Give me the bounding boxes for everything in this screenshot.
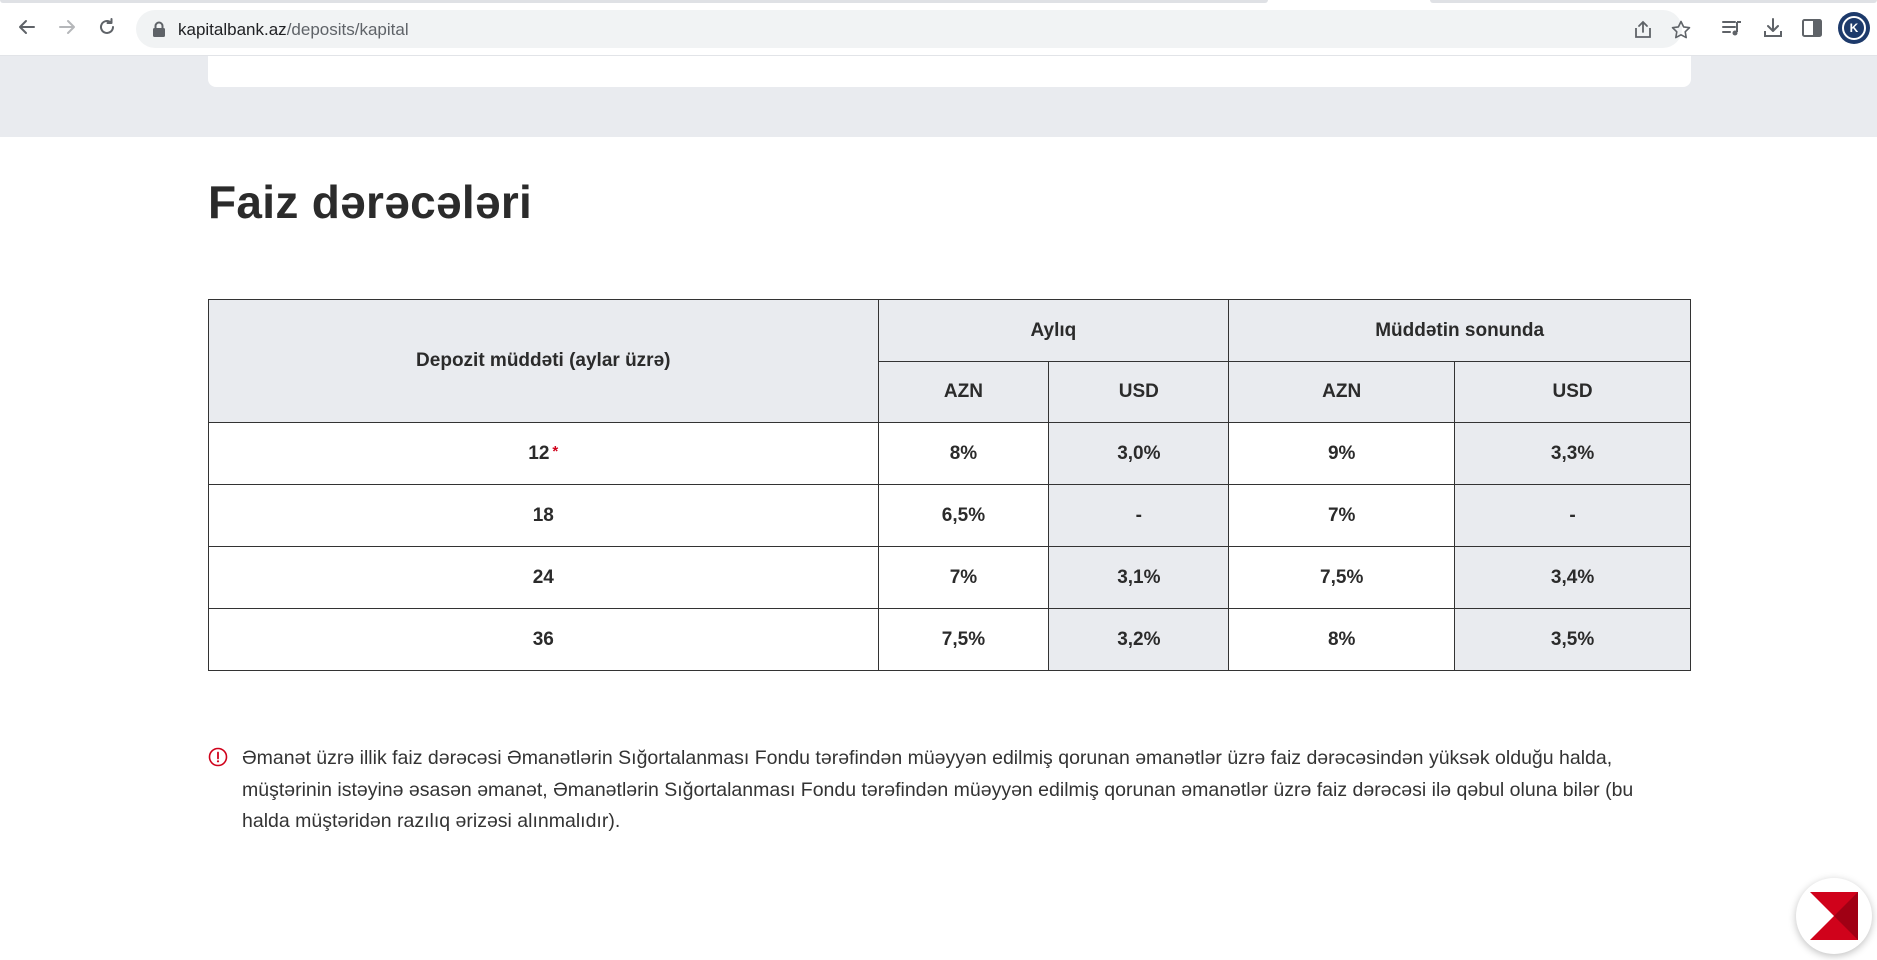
back-icon bbox=[17, 17, 37, 37]
end-usd-cell: 3,4% bbox=[1455, 547, 1691, 609]
end-usd-cell: 3,5% bbox=[1455, 609, 1691, 671]
term-value: 12 bbox=[528, 442, 550, 464]
end-of-term-group-header: Müddətin sonunda bbox=[1229, 300, 1691, 362]
reload-icon bbox=[97, 17, 117, 37]
monthly-group-header: Aylıq bbox=[878, 300, 1229, 362]
info-icon bbox=[208, 747, 228, 767]
monthly-azn-cell: 6,5% bbox=[878, 485, 1049, 547]
term-column-header: Depozit müddəti (aylar üzrə) bbox=[209, 300, 879, 423]
term-cell: 18 bbox=[209, 485, 879, 547]
monthly-azn-cell: 7,5% bbox=[878, 609, 1049, 671]
monthly-usd-cell: - bbox=[1049, 485, 1229, 547]
note-text: Əmanət üzrə illik faiz dərəcəsi Əmanətlərin Sığortalanması Fondu tərəfindən müəyyən edilmiş qorunan əmanətlər üzrə faiz dərəcəsindən yüksək olduğu halda, müştərinin istəyinə əsasən əmanət, Əmanətlərin Sığortalanması Fondu tərəfindən müəyyən edilmiş qorunan əmanətlər üzrə faiz dərəcəsi ilə qəbul oluna bilər (bu halda müştəridən razılıq ərizəsi alınmalıdır). bbox=[242, 747, 1634, 832]
previous-section-card bbox=[208, 56, 1691, 87]
term-cell: 36 bbox=[209, 609, 879, 671]
url-domain: kapitalbank.az bbox=[178, 20, 287, 39]
kapitalbank-chat-button[interactable] bbox=[1796, 878, 1872, 954]
table-row bbox=[209, 485, 1691, 547]
reload-button[interactable] bbox=[93, 13, 121, 41]
media-icon[interactable] bbox=[1720, 16, 1744, 40]
tab-strip-active-segment bbox=[0, 0, 1268, 3]
back-button[interactable] bbox=[13, 13, 41, 41]
kapitalbank-logo-icon bbox=[1808, 890, 1860, 942]
term-cell: 24 bbox=[209, 547, 879, 609]
tab-strip bbox=[0, 0, 1877, 3]
interest-rates-table bbox=[208, 299, 1691, 671]
term-cell bbox=[209, 423, 879, 485]
url-path: /deposits/kapital bbox=[286, 20, 409, 39]
monthly-usd-header: USD bbox=[1049, 362, 1229, 423]
table-row bbox=[209, 423, 1691, 485]
star-icon[interactable] bbox=[1670, 19, 1692, 41]
forward-button[interactable] bbox=[53, 13, 81, 41]
table-row bbox=[209, 547, 1691, 609]
end-azn-header: AZN bbox=[1229, 362, 1455, 423]
address-url[interactable] bbox=[178, 20, 409, 40]
monthly-azn-cell: 7% bbox=[878, 547, 1049, 609]
end-usd-header: USD bbox=[1455, 362, 1691, 423]
tab-strip-inactive-segment bbox=[1430, 0, 1877, 3]
end-azn-cell: 7% bbox=[1229, 485, 1455, 547]
profile-button[interactable] bbox=[1838, 12, 1870, 44]
monthly-usd-cell: 3,1% bbox=[1049, 547, 1229, 609]
end-azn-cell: 7,5% bbox=[1229, 547, 1455, 609]
monthly-usd-cell: 3,2% bbox=[1049, 609, 1229, 671]
monthly-usd-cell: 3,0% bbox=[1049, 423, 1229, 485]
end-usd-cell: - bbox=[1455, 485, 1691, 547]
browser-toolbar bbox=[0, 0, 1877, 56]
share-icon[interactable] bbox=[1632, 19, 1654, 41]
page-title: Faiz dərəcələri bbox=[208, 176, 533, 228]
end-azn-cell: 8% bbox=[1229, 609, 1455, 671]
download-icon[interactable] bbox=[1761, 16, 1785, 40]
end-usd-cell: 3,3% bbox=[1455, 423, 1691, 485]
end-azn-cell: 9% bbox=[1229, 423, 1455, 485]
address-bar[interactable] bbox=[136, 10, 1682, 48]
profile-icon: K bbox=[1842, 16, 1866, 40]
footnote-star: * bbox=[552, 442, 559, 460]
monthly-azn-cell: 8% bbox=[878, 423, 1049, 485]
sidepanel-icon[interactable] bbox=[1800, 16, 1824, 40]
monthly-azn-header: AZN bbox=[878, 362, 1049, 423]
forward-icon bbox=[57, 17, 77, 37]
table-row bbox=[209, 609, 1691, 671]
lock-icon bbox=[152, 21, 166, 37]
